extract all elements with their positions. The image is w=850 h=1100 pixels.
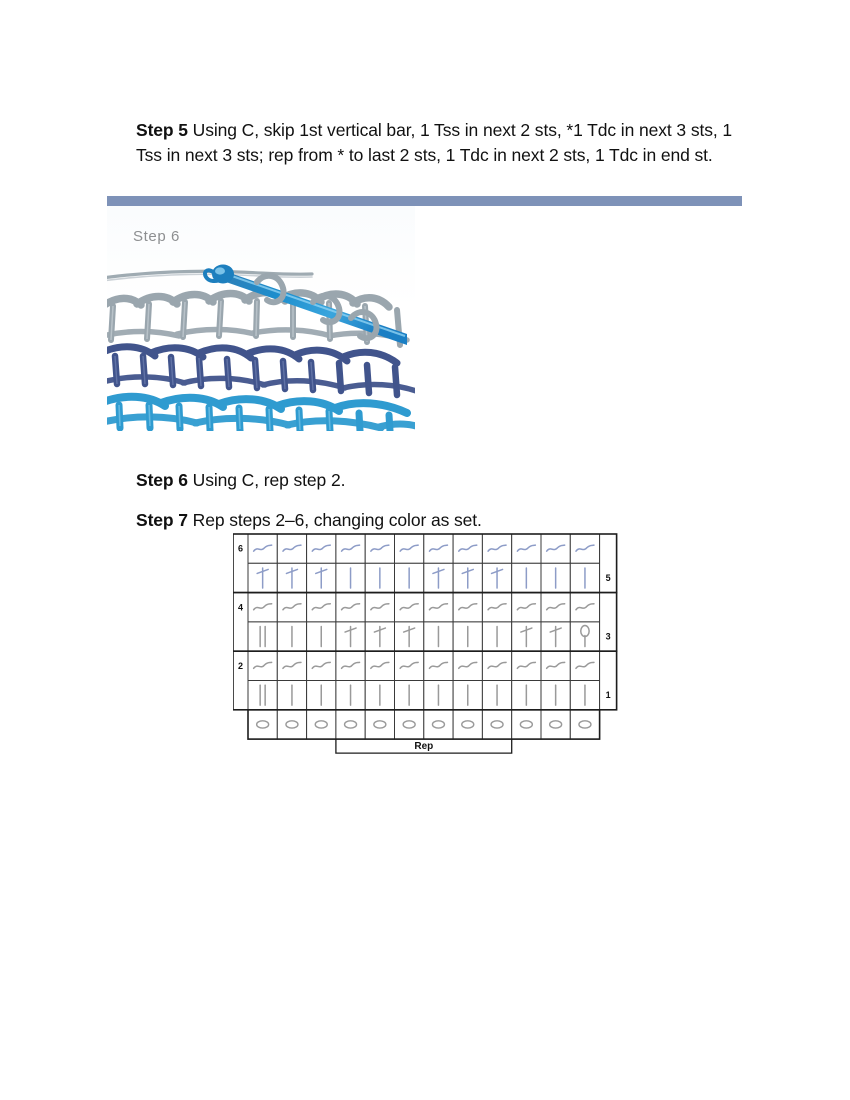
step-5-lead: Step 5 bbox=[136, 119, 188, 140]
step-6-lead: Step 6 bbox=[136, 469, 188, 490]
chart-row-label-box-right bbox=[600, 534, 617, 593]
chart-row bbox=[248, 563, 600, 592]
stitch-chart bbox=[233, 533, 623, 768]
photo-caption: Step 6 bbox=[133, 228, 180, 245]
stitch-chart-svg bbox=[233, 533, 623, 768]
chart-row bbox=[248, 681, 600, 710]
step-7-lead: Step 7 bbox=[136, 509, 188, 530]
step-5-body: Using C, skip 1st vertical bar, 1 Tss in next 2 sts, *1 Tdc in next 3 sts, 1 Tss in next 3 sts; rep from * to last 2 sts, 1 Tdc in next 2 sts, 1 Tdc in end st. bbox=[136, 119, 733, 166]
chart-row-label-box-right bbox=[600, 651, 617, 710]
chart-row bbox=[248, 534, 600, 563]
chart-row bbox=[248, 710, 600, 739]
chart-row-number-right: 5 bbox=[605, 572, 611, 583]
crochet-photo bbox=[107, 206, 415, 431]
chart-repeat-label: Rep bbox=[414, 741, 434, 753]
paragraph-step-6 bbox=[136, 468, 756, 494]
chart-row-number-left: 4 bbox=[237, 602, 244, 613]
chart-row-number-left: 2 bbox=[237, 660, 244, 671]
step-6-body: Using C, rep step 2. bbox=[187, 469, 346, 490]
photo-block bbox=[107, 196, 742, 432]
chart-row-label-box-right bbox=[600, 593, 617, 652]
chart-row bbox=[248, 651, 600, 680]
photo-top-divider-bar bbox=[107, 196, 742, 206]
chart-row-number-left: 6 bbox=[237, 543, 244, 554]
step-7-body: Rep steps 2–6, changing color as set. bbox=[187, 509, 482, 530]
chart-row bbox=[248, 593, 600, 622]
paragraph-step-7 bbox=[136, 508, 756, 534]
paragraph-step-5 bbox=[136, 118, 748, 169]
chart-row-number-right: 3 bbox=[605, 631, 611, 642]
chart-row bbox=[248, 622, 600, 651]
chart-row-number-right: 1 bbox=[605, 690, 611, 701]
